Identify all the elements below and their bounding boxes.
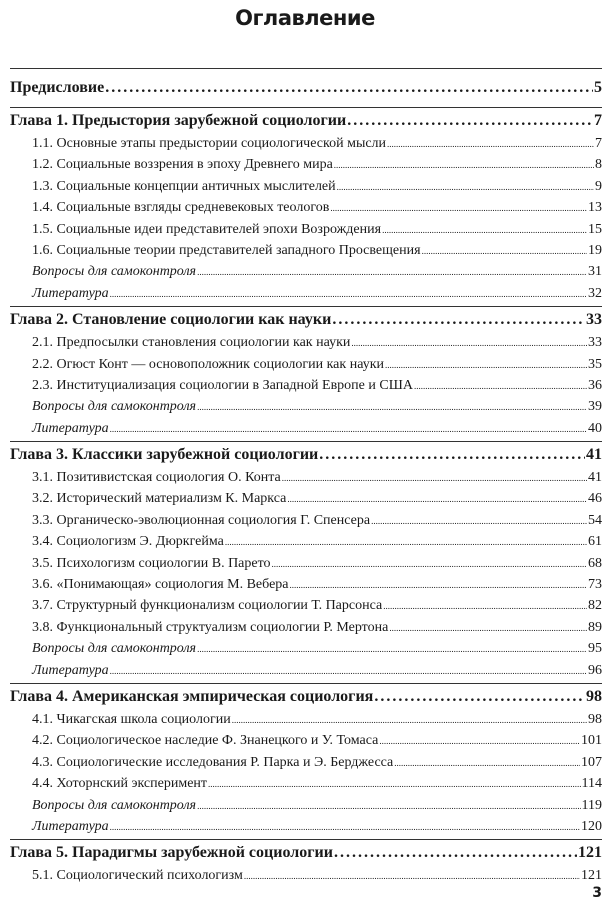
toc-extra-item-page: 39 xyxy=(588,399,602,415)
toc-section-page: 13 xyxy=(588,200,602,216)
toc-section-title: 3.8. Функциональный структуализм социологии Р. Мертона xyxy=(32,619,389,635)
toc-section-title: 3.7. Структурный функционализм социологии Т. Парсонса xyxy=(32,598,383,614)
toc-extra-item-title: Вопросы для самоконтроля xyxy=(32,264,197,280)
toc-extra-item[interactable] xyxy=(10,660,602,681)
toc-chapter-page: 7 xyxy=(594,112,602,129)
toc-extra-item-title: Вопросы для самоконтроля xyxy=(32,399,197,415)
toc-section[interactable] xyxy=(10,354,602,375)
toc-section[interactable] xyxy=(10,574,602,595)
toc-chapter-page: 121 xyxy=(578,844,602,862)
leader-dots xyxy=(197,397,587,417)
toc-section-page: 33 xyxy=(588,335,602,351)
toc-section-title: 4.4. Хоторнский эксперимент xyxy=(32,776,208,792)
toc-section-page: 36 xyxy=(588,377,602,393)
toc-chapter-page: 41 xyxy=(586,446,602,464)
toc-chapter[interactable] xyxy=(10,308,602,332)
table-of-contents xyxy=(10,66,602,887)
toc-chapter-page: 33 xyxy=(586,311,602,329)
toc-extra-item-page: 120 xyxy=(581,818,602,834)
leader-dots xyxy=(110,817,580,837)
page-number: 3 xyxy=(592,885,602,901)
toc-section-page: 89 xyxy=(588,619,602,635)
toc-chapter[interactable] xyxy=(10,685,602,709)
toc-chapter-title: Глава 3. Классики зарубежной социологии xyxy=(10,446,319,464)
toc-extra-item-title: Литература xyxy=(32,818,109,834)
toc-section-page: 114 xyxy=(581,776,602,792)
divider xyxy=(10,441,602,442)
toc-section-title: 4.3. Социологические исследования Р. Парка и Э. Берджесса xyxy=(32,754,394,770)
toc-chapter-title: Глава 5. Парадигмы зарубежной социологии xyxy=(10,844,333,862)
toc-chapter[interactable] xyxy=(10,841,602,865)
leader-dots xyxy=(347,109,593,133)
toc-section-page: 15 xyxy=(588,221,602,237)
toc-section[interactable] xyxy=(10,133,602,154)
toc-section-page: 54 xyxy=(588,512,602,528)
toc-preface-title: Предисловие xyxy=(10,79,105,96)
toc-section-page: 61 xyxy=(588,534,602,550)
toc-chapter-page: 98 xyxy=(586,687,602,705)
leader-dots xyxy=(379,731,580,751)
divider xyxy=(10,107,602,108)
toc-section-title: 3.6. «Понимающая» социология М. Вебера xyxy=(32,577,289,593)
toc-section-title: 4.2. Социологическое наследие Ф. Знанецкого и У. Томаса xyxy=(32,733,379,749)
leader-dots xyxy=(319,443,585,467)
toc-extra-item[interactable] xyxy=(10,261,602,282)
toc-section[interactable] xyxy=(10,531,602,552)
toc-section[interactable] xyxy=(10,332,602,353)
leader-dots xyxy=(387,134,594,154)
leader-dots xyxy=(394,753,580,773)
toc-chapter-title: Глава 1. Предыстория зарубежной социологии xyxy=(10,112,347,129)
toc-section[interactable] xyxy=(10,219,602,240)
toc-extra-item[interactable] xyxy=(10,816,602,837)
toc-section-title: 3.1. Позитивистская социология О. Конта xyxy=(32,470,281,486)
leader-dots xyxy=(371,511,587,531)
toc-section-title: 3.3. Органическо-эволюционная социология Г. Спенсера xyxy=(32,512,371,528)
toc-section-title: 3.4. Социологизм Э. Дюркгейма xyxy=(32,534,224,550)
toc-section[interactable] xyxy=(10,865,602,886)
toc-section-page: 9 xyxy=(595,178,602,194)
toc-section[interactable] xyxy=(10,730,602,751)
toc-extra-item-page: 95 xyxy=(588,641,602,657)
toc-extra-item[interactable] xyxy=(10,418,602,439)
toc-extra-item-title: Литература xyxy=(32,662,109,678)
toc-section-title: 1.3. Социальные концепции античных мыслителей xyxy=(32,178,336,194)
toc-section-title: 3.5. Психологизм социологии В. Парето xyxy=(32,555,271,571)
toc-section-page: 8 xyxy=(595,157,602,173)
leader-dots xyxy=(334,155,594,175)
toc-section-page: 73 xyxy=(588,577,602,593)
leader-dots xyxy=(232,710,587,730)
leader-dots xyxy=(282,468,587,488)
leader-dots xyxy=(244,866,580,886)
toc-section-page: 82 xyxy=(588,598,602,614)
toc-section[interactable] xyxy=(10,467,602,488)
divider xyxy=(10,306,602,307)
toc-extra-item[interactable] xyxy=(10,638,602,659)
toc-preface-page: 5 xyxy=(594,79,602,96)
toc-chapter-title: Глава 4. Американская эмпирическая социология xyxy=(10,687,374,705)
leader-dots xyxy=(337,177,594,197)
toc-preface[interactable] xyxy=(10,70,602,105)
toc-section[interactable] xyxy=(10,595,602,616)
leader-dots xyxy=(110,661,587,681)
toc-extra-item[interactable] xyxy=(10,396,602,417)
toc-section[interactable] xyxy=(10,240,602,261)
toc-section-title: 1.5. Социальные идеи представителей эпохи Возрождения xyxy=(32,221,382,237)
leader-dots xyxy=(105,70,593,105)
toc-section[interactable] xyxy=(10,375,602,396)
toc-chapter[interactable] xyxy=(10,109,602,133)
toc-section-title: 3.2. Исторический материализм К. Маркса xyxy=(32,491,287,507)
toc-section-title: 1.4. Социальные взгляды средневековых теологов xyxy=(32,200,330,216)
toc-extra-item-title: Литература xyxy=(32,420,109,436)
leader-dots xyxy=(422,241,587,261)
toc-extra-item-title: Вопросы для самоконтроля xyxy=(32,641,197,657)
toc-extra-item[interactable] xyxy=(10,283,602,304)
toc-extra-item-page: 40 xyxy=(588,420,602,436)
toc-section-page: 41 xyxy=(588,470,602,486)
toc-section-title: 2.2. Огюст Конт — основоположник социологии как науки xyxy=(32,356,384,372)
toc-extra-item[interactable] xyxy=(10,795,602,816)
page-title: Оглавление xyxy=(235,6,375,30)
leader-dots xyxy=(389,618,587,638)
leader-dots xyxy=(290,575,587,595)
toc-extra-item-page: 96 xyxy=(588,662,602,678)
toc-section-page: 68 xyxy=(588,555,602,571)
toc-section-page: 46 xyxy=(588,491,602,507)
toc-section-page: 19 xyxy=(588,242,602,258)
toc-section[interactable] xyxy=(10,154,602,175)
toc-chapter-title: Глава 2. Становление социологии как науки xyxy=(10,311,332,329)
leader-dots xyxy=(208,774,580,794)
toc-section[interactable] xyxy=(10,176,602,197)
toc-section-title: 1.1. Основные этапы предыстории социологической мысли xyxy=(32,136,387,151)
toc-section-page: 7 xyxy=(595,136,602,151)
toc-section-title: 1.2. Социальные воззрения в эпоху Древнего мира xyxy=(32,157,333,173)
leader-dots xyxy=(351,333,587,353)
toc-section-page: 121 xyxy=(581,868,602,884)
leader-dots xyxy=(272,554,587,574)
toc-section[interactable] xyxy=(10,617,602,638)
toc-section[interactable] xyxy=(10,510,602,531)
toc-section-page: 107 xyxy=(581,754,602,770)
toc-section[interactable] xyxy=(10,773,602,794)
divider xyxy=(10,683,602,684)
leader-dots xyxy=(110,284,587,304)
leader-dots xyxy=(414,376,587,396)
divider xyxy=(10,68,602,69)
leader-dots xyxy=(374,685,585,709)
toc-section[interactable] xyxy=(10,197,602,218)
leader-dots xyxy=(382,220,587,240)
toc-section[interactable] xyxy=(10,488,602,509)
toc-section-page: 98 xyxy=(588,711,602,727)
leader-dots xyxy=(110,419,587,439)
toc-section-title: 1.6. Социальные теории представителей западного Просвещения xyxy=(32,242,421,258)
toc-extra-item-page: 119 xyxy=(581,797,602,813)
leader-dots xyxy=(330,198,587,218)
toc-section-title: 2.1. Предпосылки становления социологии как науки xyxy=(32,335,351,351)
toc-section-title: 5.1. Социологический психологизм xyxy=(32,868,243,884)
toc-extra-item-title: Вопросы для самоконтроля xyxy=(32,797,197,813)
leader-dots xyxy=(197,639,587,659)
toc-extra-item-title: Литература xyxy=(32,285,109,301)
leader-dots xyxy=(197,262,587,282)
toc-chapter[interactable] xyxy=(10,443,602,467)
leader-dots xyxy=(385,355,587,375)
leader-dots xyxy=(383,596,587,616)
leader-dots xyxy=(287,489,587,509)
leader-dots xyxy=(334,841,577,865)
toc-section[interactable] xyxy=(10,553,602,574)
toc-section[interactable] xyxy=(10,709,602,730)
leader-dots xyxy=(197,796,580,816)
toc-section-page: 101 xyxy=(581,733,602,749)
toc-section-title: 2.3. Институциализация социологии в Западной Европе и США xyxy=(32,377,413,393)
divider xyxy=(10,839,602,840)
toc-section-title: 4.1. Чикагская школа социологии xyxy=(32,711,231,727)
toc-section[interactable] xyxy=(10,752,602,773)
leader-dots xyxy=(332,308,585,332)
toc-section-page: 35 xyxy=(588,356,602,372)
toc-extra-item-page: 31 xyxy=(588,264,602,280)
toc-extra-item-page: 32 xyxy=(588,285,602,301)
leader-dots xyxy=(225,532,587,552)
